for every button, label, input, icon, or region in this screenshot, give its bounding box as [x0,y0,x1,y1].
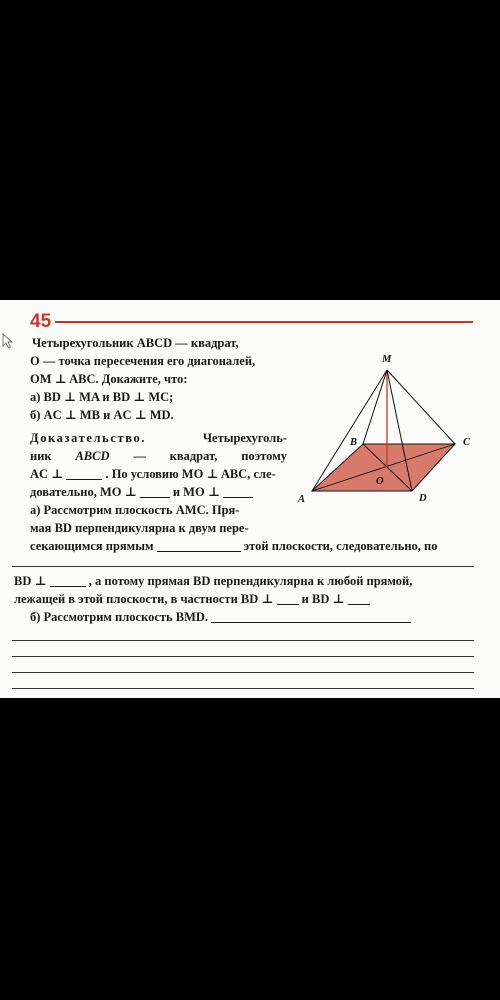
proof-line-4 [30,485,253,500]
answer-line[interactable] [12,640,474,641]
statement-line-2: O — точка пересечения его диагоналей, [30,354,256,368]
answer-line[interactable] [12,656,474,657]
proof-line-6: мая BD перпендикулярна к двум пере- [30,521,249,535]
answer-blank[interactable] [348,592,370,605]
mouse-cursor-icon [2,333,14,349]
answer-line[interactable] [12,566,474,567]
proof-word: поэтому [241,449,287,463]
proof-word: — [133,449,146,463]
proof-line-8 [14,574,412,589]
statement-line-4: а) BD ⊥ MA и BD ⊥ MC; [30,390,174,404]
pyramid-figure [290,348,490,508]
proof-text: лежащей в этой плоскости, в частности BD ⊥ [14,592,274,606]
proof-text: . По условию MO ⊥ ABC, сле- [105,467,276,481]
statement-line-3: OM ⊥ ABC. Докажите, что: [30,372,188,386]
answer-line[interactable] [12,672,474,673]
proof-heading: Доказательство. [30,431,147,445]
proof-text: , а потому прямая BD перпендикулярна к любой прямой, [88,574,413,588]
proof-word: квадрат, [169,449,218,463]
proof-word: ABCD [75,449,110,463]
answer-blank[interactable] [140,485,170,498]
vertex-label-a: A [298,494,306,505]
header-rule [55,321,473,323]
proof-line-9 [14,592,370,607]
textbook-page [0,300,500,698]
proof-text: б) Рассмотрим плоскость BMD. [30,610,209,624]
vertex-label-c: C [463,437,471,448]
problem-number: 45 [30,311,52,332]
proof-line-7 [30,539,437,554]
proof-line-2 [30,449,287,464]
proof-line-5: а) Рассмотрим плоскость AMC. Пря- [30,503,240,517]
vertex-label-o: O [376,476,384,487]
proof-text: этой плоскости, следовательно, по [243,539,438,553]
statement-line-5: б) AC ⊥ MB и AC ⊥ MD. [30,408,174,422]
statement-line-1: Четырехугольник ABCD — квадрат, [32,336,239,350]
proof-text: BD ⊥ [14,574,47,588]
proof-line-3 [30,467,276,482]
vertex-label-d: D [419,493,427,504]
edge-mc [387,370,455,444]
proof-text: и MO ⊥ [172,485,220,499]
answer-blank[interactable] [211,610,411,623]
answer-blank[interactable] [223,485,253,498]
proof-text: довательно, MO ⊥ [30,485,137,499]
proof-line-10 [30,610,411,625]
vertex-label-b: B [350,437,358,448]
vertex-label-m: M [382,354,392,365]
answer-line[interactable] [12,688,474,689]
answer-blank[interactable] [50,574,86,587]
answer-blank[interactable] [277,592,299,605]
proof-word: ник [30,449,52,463]
proof-line-1-text: Четырехуголь- [202,431,287,445]
proof-text: AC ⊥ [30,467,64,481]
edge-mb [363,370,387,444]
answer-blank[interactable] [157,539,241,552]
proof-line-1 [30,431,287,446]
proof-text: секающимся прямым [30,539,154,553]
proof-text: и BD ⊥ [301,592,345,606]
answer-blank[interactable] [66,467,102,480]
